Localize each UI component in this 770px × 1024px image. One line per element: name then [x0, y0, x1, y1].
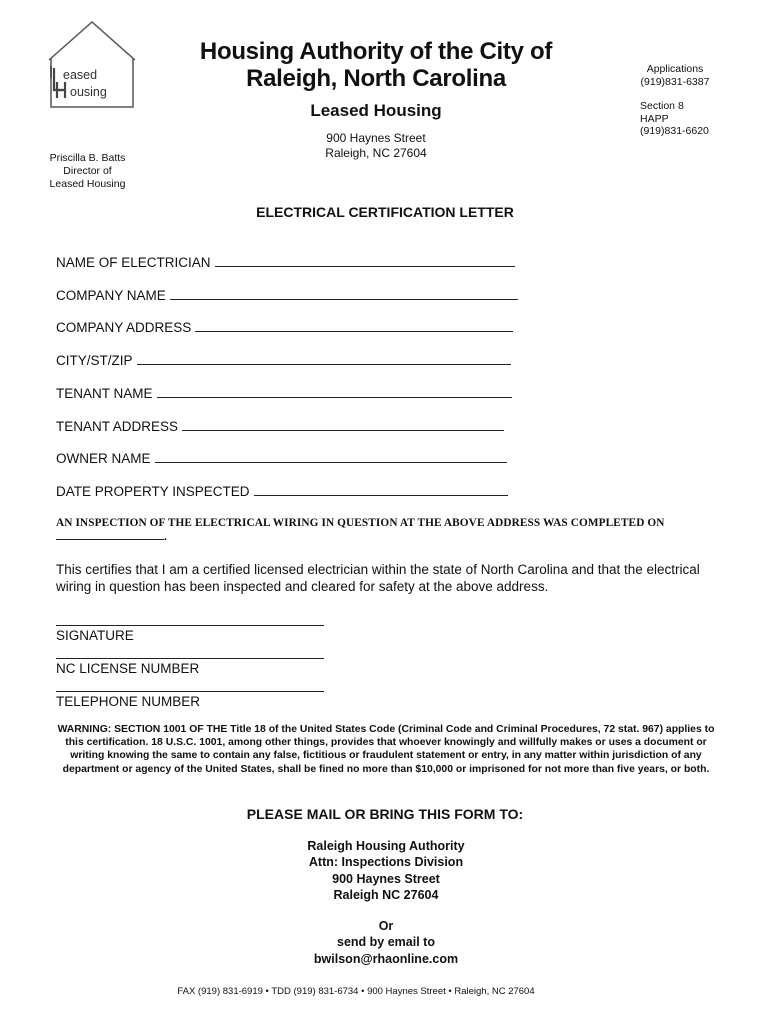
- field-company-line[interactable]: [170, 288, 518, 300]
- telephone-label: TELEPHONE NUMBER: [56, 694, 201, 709]
- field-company-address[interactable]: [56, 320, 513, 335]
- field-tenant-address-label: TENANT ADDRESS: [56, 419, 179, 434]
- field-owner[interactable]: [56, 451, 507, 466]
- field-city-st-zip[interactable]: [56, 353, 511, 368]
- subtitle: Leased Housing: [310, 101, 442, 120]
- section8-phone: (919)831-6620: [640, 125, 709, 137]
- title-line-2: Raleigh, North Carolina: [246, 65, 506, 92]
- mail-line-1: Raleigh Housing Authority: [307, 839, 465, 853]
- field-company-address-line[interactable]: [195, 320, 513, 332]
- mail-line-4: Raleigh NC 27604: [333, 887, 439, 902]
- field-city-st-zip-line[interactable]: [137, 353, 511, 365]
- field-electrician-line[interactable]: [215, 255, 515, 267]
- signature-line[interactable]: [56, 625, 324, 626]
- mail-title: PLEASE MAIL OR BRING THIS FORM TO:: [246, 806, 524, 822]
- field-tenant-label: TENANT NAME: [56, 386, 153, 401]
- field-tenant-address-line[interactable]: [182, 419, 504, 431]
- field-electrician[interactable]: [56, 255, 515, 270]
- signature-label: SIGNATURE: [56, 628, 134, 643]
- certification-text: This certifies that I am a certified licensed electrician within the state of North Carolina and that the electrical wiring in question has been inspected and cleared for safety at the above address.: [56, 562, 700, 594]
- license-label: NC LICENSE NUMBER: [56, 661, 200, 676]
- document-title: ELECTRICAL CERTIFICATION LETTER: [256, 204, 514, 220]
- applications-label: Applications: [646, 63, 704, 75]
- footer: FAX (919) 831-6919 • TDD (919) 831-6734 • 900 Haynes Street • Raleigh, NC 27604: [177, 986, 535, 997]
- field-tenant-address[interactable]: [56, 419, 504, 434]
- director-title-2: Leased Housing: [49, 178, 126, 190]
- page-title: [150, 38, 602, 92]
- director-title-1: Director of: [63, 165, 112, 177]
- logo-text-eased: eased: [63, 68, 98, 82]
- address-line-1: 900 Haynes Street: [326, 131, 426, 145]
- leased-housing-logo: [45, 20, 140, 112]
- field-date-inspected[interactable]: [56, 484, 508, 499]
- happ-label: HAPP: [640, 112, 669, 125]
- title-line-1: Housing Authority of the City of: [199, 38, 553, 65]
- field-company-address-label: COMPANY ADDRESS: [56, 320, 192, 335]
- field-date-inspected-line[interactable]: [254, 484, 508, 496]
- director-block: [40, 152, 135, 191]
- director-name: Priscilla B. Batts: [49, 152, 126, 164]
- inspection-notice-text: AN INSPECTION OF THE ELECTRICAL WIRING IN QUESTION AT THE ABOVE ADDRESS WAS COMPLETED ON: [56, 517, 665, 529]
- email-option: [0, 918, 770, 967]
- legal-warning: WARNING: SECTION 1001 OF THE Title 18 of the United States Code (Criminal Code and Criminal Procedures, 72 stat. 967) applies to this certification. 18 U.S.C. 1001, among other things, provides that whoever knowingly and willfully makes or uses a document or writing knowing the same to contain any false, fictitious or fraudulent statement or entry, in any matter within jurisdiction of any department or agency of the United States, shall be fined no more than $10,000 or imprisoned for not more than five years, or both.: [57, 724, 715, 775]
- telephone-line[interactable]: [56, 691, 324, 692]
- field-company-label: COMPANY NAME: [56, 288, 166, 303]
- field-tenant[interactable]: [56, 386, 512, 401]
- email-intro: send by email to: [337, 935, 435, 950]
- mail-address: [0, 838, 770, 903]
- or-label: Or: [378, 919, 394, 933]
- field-owner-label: OWNER NAME: [56, 451, 151, 466]
- header-address: [150, 131, 602, 161]
- field-city-st-zip-label: CITY/ST/ZIP: [56, 353, 133, 368]
- field-tenant-line[interactable]: [157, 386, 512, 398]
- logo-text-ousing: ousing: [70, 85, 107, 99]
- mail-line-2: Attn: Inspections Division: [308, 855, 464, 870]
- section8-label: Section 8: [640, 100, 684, 112]
- field-date-inspected-label: DATE PROPERTY INSPECTED: [56, 484, 250, 499]
- inspection-notice-end: .: [164, 531, 167, 543]
- applications-phone: (919)831-6387: [640, 75, 710, 88]
- inspection-date-line[interactable]: [56, 530, 164, 540]
- inspection-notice: [56, 516, 724, 544]
- field-company[interactable]: [56, 288, 518, 303]
- field-owner-line[interactable]: [155, 451, 507, 463]
- email-address[interactable]: bwilson@rhaonline.com: [313, 951, 459, 966]
- mail-line-3: 900 Haynes Street: [332, 871, 440, 886]
- address-line-2: Raleigh, NC 27604: [325, 146, 427, 160]
- contact-info: [640, 63, 710, 150]
- field-electrician-label: NAME OF ELECTRICIAN: [56, 255, 211, 270]
- license-line[interactable]: [56, 658, 324, 659]
